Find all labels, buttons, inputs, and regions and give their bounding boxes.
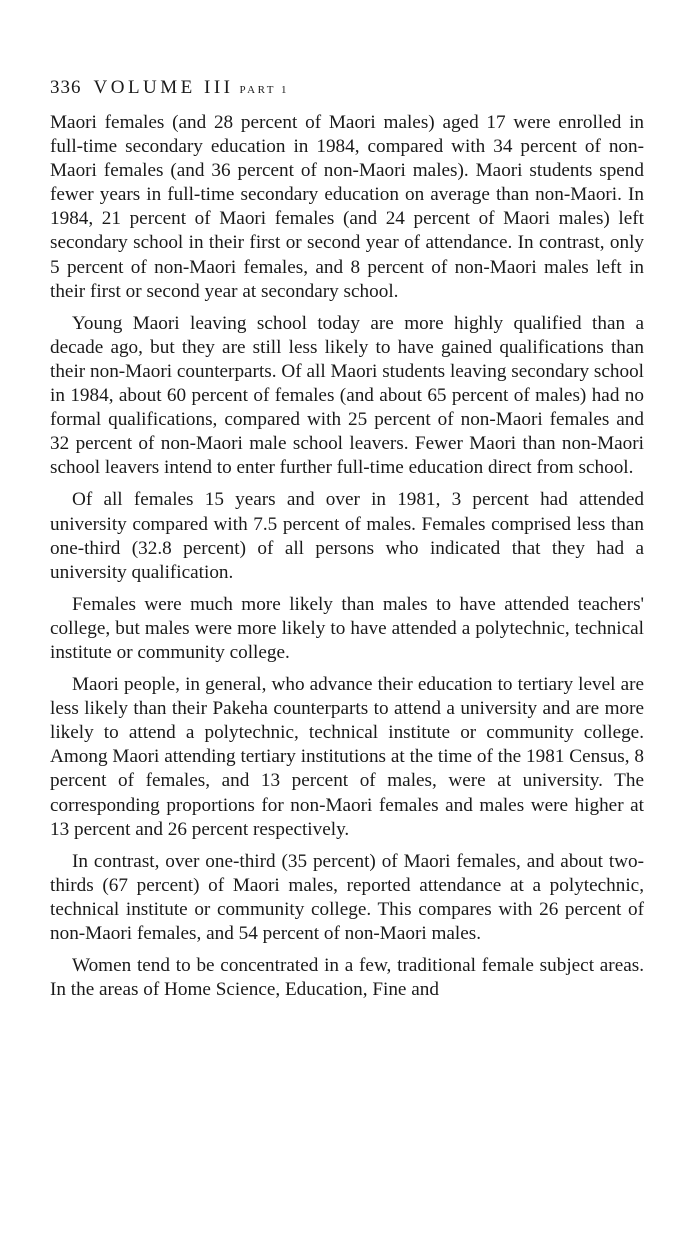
paragraph-2: Young Maori leaving school today are more highly qualified than a decade ago, but they are still less likely to have gained qualifications than their non-Maori counterparts. Of all Maori students leaving secondary school in 1984, about 60 percent of females (and about 65 percent of males) had no formal qualifications, compared with 25 percent of non-Maori females and 32 percent of non-Maori male school leavers. Fewer Maori than non-Maori school leavers intend to enter further full-time education direct from school. — [50, 312, 644, 479]
paragraph-7: Women tend to be concentrated in a few, traditional female subject areas. In the areas of Home Science, Education, Fine and — [50, 955, 644, 1001]
paragraph-5: Maori people, in general, who advance their education to tertiary level are less likely than their Pakeha counterparts to attend a university and are more likely to attend a polytechnic, technical institute or community college. Among Maori attending tertiary institutions at the time of the 1981 Census, 8 percent of females, and 13 percent of males, were at university. The corresponding proportions for non-Maori females and males were higher at 13 percent and 26 percent respectively. — [50, 674, 644, 840]
document-page — [50, 76, 644, 1002]
page-number: 336 — [50, 77, 82, 98]
paragraph-1: Maori females (and 28 percent of Maori males) aged 17 were enrolled in full-time secondary education in 1984, compared with 34 percent of non-Maori females (and 36 percent of non-Maori males). Maori students spend fewer years in full-time secondary education on average than non-Maori. In 1984, 21 percent of Maori females (and 24 percent of Maori males) left secondary school in their first or second year of attendance. In contrast, only 5 percent of non-Maori females, and 8 percent of non-Maori males left in their first or second year at secondary school. — [50, 112, 644, 302]
running-header — [50, 76, 644, 102]
volume-label: VOLUME III — [93, 77, 234, 98]
paragraph-4: Females were much more likely than males to have attended teachers' college, but males were more likely to have attended a polytechnic, technical institute or community college. — [50, 593, 644, 663]
paragraph-3: Of all females 15 years and over in 1981, 3 percent had attended university compared with 7.5 percent of males. Females comprised less than one-third (32.8 percent) of all persons who indicated that they had a university qualification. — [50, 489, 644, 583]
part-label: PART 1 — [239, 84, 290, 96]
paragraph-6: In contrast, over one-third (35 percent) of Maori females, and about two-thirds (67 percent) of Maori males, reported attendance at a polytechnic, technical institute or community college. This compares with 26 percent of non-Maori females, and 54 percent of non-Maori males. — [50, 850, 644, 944]
